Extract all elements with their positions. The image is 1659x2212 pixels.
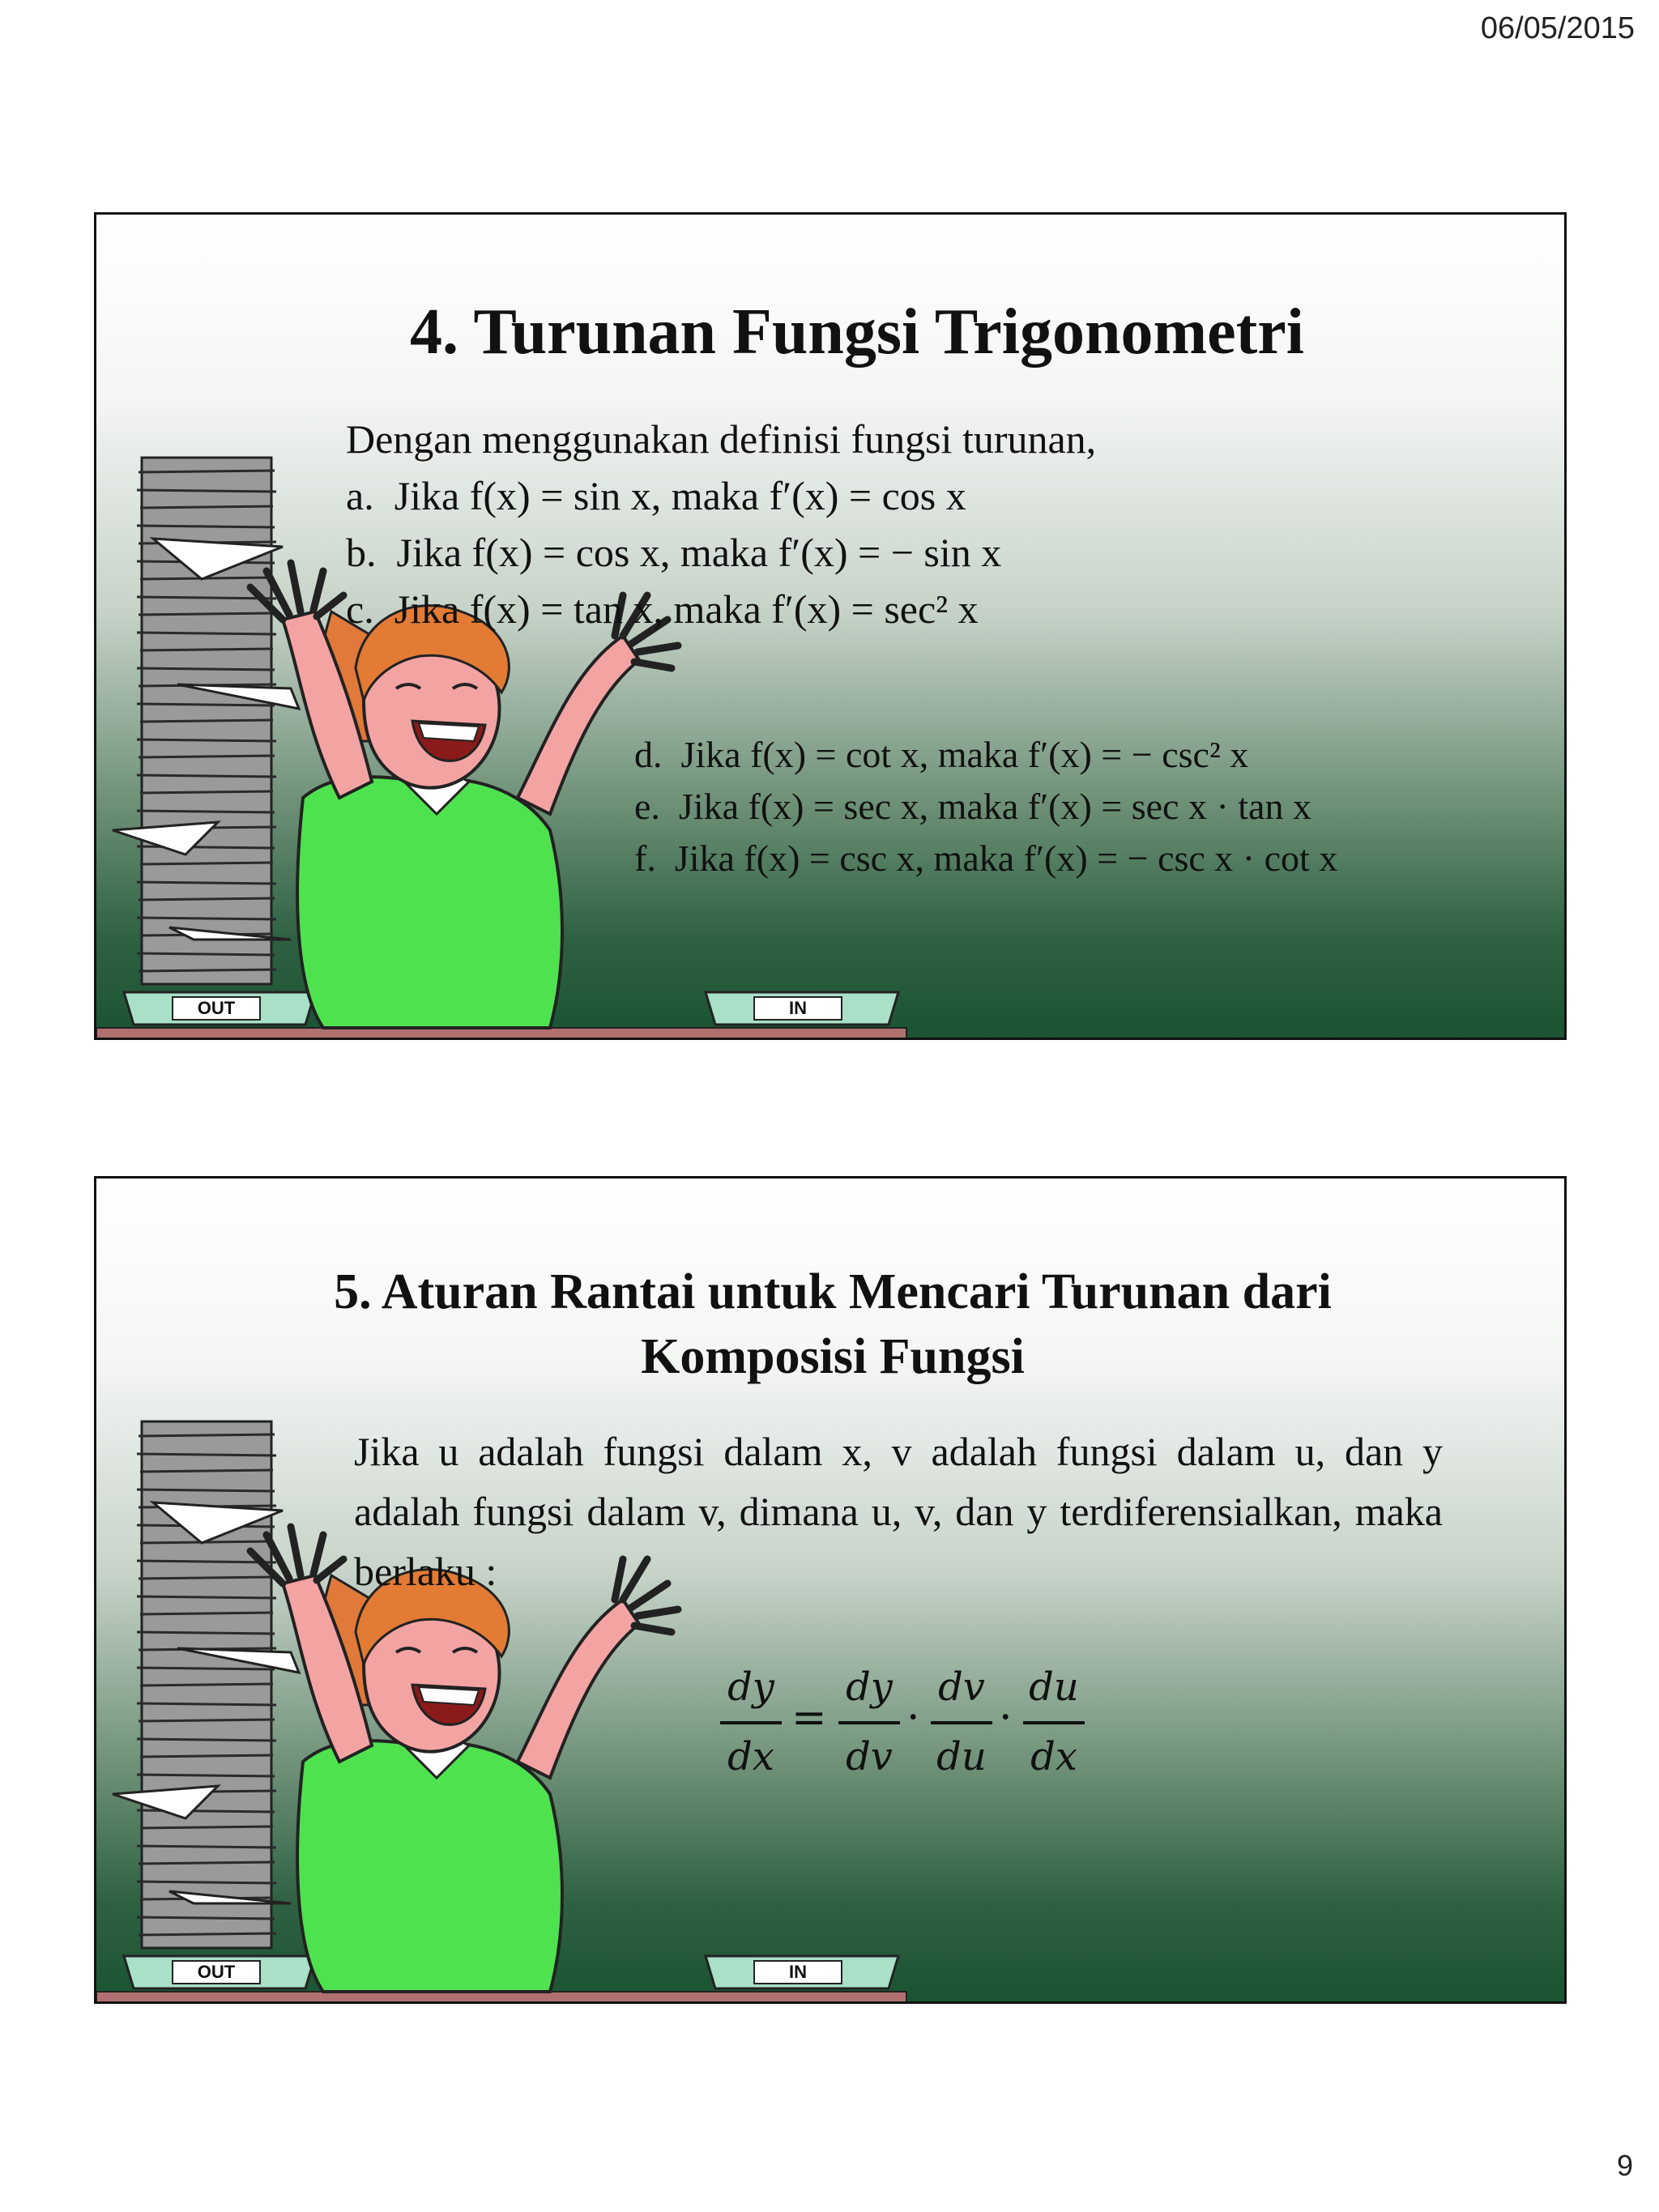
cheering-woman-illustration	[250, 563, 678, 1028]
item-a	[346, 472, 966, 519]
fraction-numerator: du	[1029, 1664, 1079, 1710]
fraction-numerator: dy	[846, 1664, 893, 1710]
paper-stack-illustration	[113, 1421, 299, 1948]
desk-edge	[96, 1028, 906, 1040]
intro-text: Dengan menggunakan definisi fungsi turunan,	[346, 416, 1097, 462]
slide-title: 4. Turunan Fungsi Trigonometri	[410, 296, 1304, 368]
fraction-denominator: du	[936, 1734, 987, 1779]
fraction-lhs	[720, 1664, 782, 1786]
equals-sign: =	[791, 1694, 827, 1742]
item-label: c.	[346, 586, 374, 632]
item-b	[346, 529, 1001, 576]
item-f	[634, 837, 1337, 880]
fraction-bar	[838, 1721, 900, 1724]
slide-title-line1: 5. Aturan Rantai untuk Mencari Turunan dari	[334, 1264, 1332, 1319]
item-text: Jika f(x) = sec x, maka f′(x) = sec x · tan x	[678, 786, 1311, 827]
dot-operator: ·	[999, 1694, 1013, 1742]
chain-rule-paragraph: Jika u adalah fungsi dalam x, v adalah fungsi dalam u, dan y adalah fungsi dalam v, dimana u, v, dan y terdiferensialkan, maka berlaku :	[354, 1429, 1443, 1594]
tray-out-label: OUT	[197, 1962, 236, 1982]
fraction-bar	[1023, 1721, 1085, 1724]
fraction-numerator: dv	[938, 1664, 985, 1710]
item-text: Jika f(x) = cos x, maka f′(x) = − sin x	[396, 530, 1002, 575]
item-label: a.	[346, 473, 374, 518]
desk-edge	[96, 1992, 906, 2004]
fraction-denominator: dv	[846, 1734, 893, 1779]
tray-out-label: OUT	[197, 998, 236, 1018]
fraction-numerator: dy	[727, 1664, 774, 1710]
fraction-denominator: dx	[727, 1734, 774, 1779]
slide-trig-derivatives	[94, 212, 1567, 1040]
fraction-bar	[931, 1721, 992, 1724]
paper-stack-illustration	[113, 458, 299, 984]
item-d	[634, 733, 1248, 776]
fraction-term1	[838, 1664, 900, 1786]
item-label: f.	[634, 837, 656, 879]
fraction-denominator: dx	[1030, 1734, 1077, 1779]
item-c	[346, 586, 979, 633]
item-text: Jika f(x) = cot x, maka f′(x) = − csc² x	[680, 734, 1249, 775]
item-label: d.	[634, 734, 663, 775]
fraction-term3	[1023, 1664, 1085, 1786]
item-text: Jika f(x) = tan x, maka f′(x) = sec² x	[394, 586, 979, 632]
dot-operator: ·	[906, 1694, 920, 1742]
slide-chain-rule	[94, 1176, 1567, 2004]
item-label: b.	[346, 530, 377, 575]
page-date: 06/05/2015	[1480, 11, 1635, 45]
fraction-bar	[720, 1721, 782, 1724]
item-text: Jika f(x) = sin x, maka f′(x) = cos x	[394, 473, 966, 518]
slide-title-line2: Komposisi Fungsi	[641, 1329, 1025, 1384]
item-e	[634, 785, 1311, 828]
page-number: 9	[1616, 2149, 1633, 2182]
tray-in-label: IN	[789, 1962, 807, 1982]
fraction-term2	[931, 1664, 992, 1786]
slide-title	[96, 1259, 1567, 1389]
tray-in-label: IN	[789, 998, 807, 1018]
item-label: e.	[634, 786, 660, 827]
item-text: Jika f(x) = csc x, maka f′(x) = − csc x · cot x	[674, 837, 1338, 879]
